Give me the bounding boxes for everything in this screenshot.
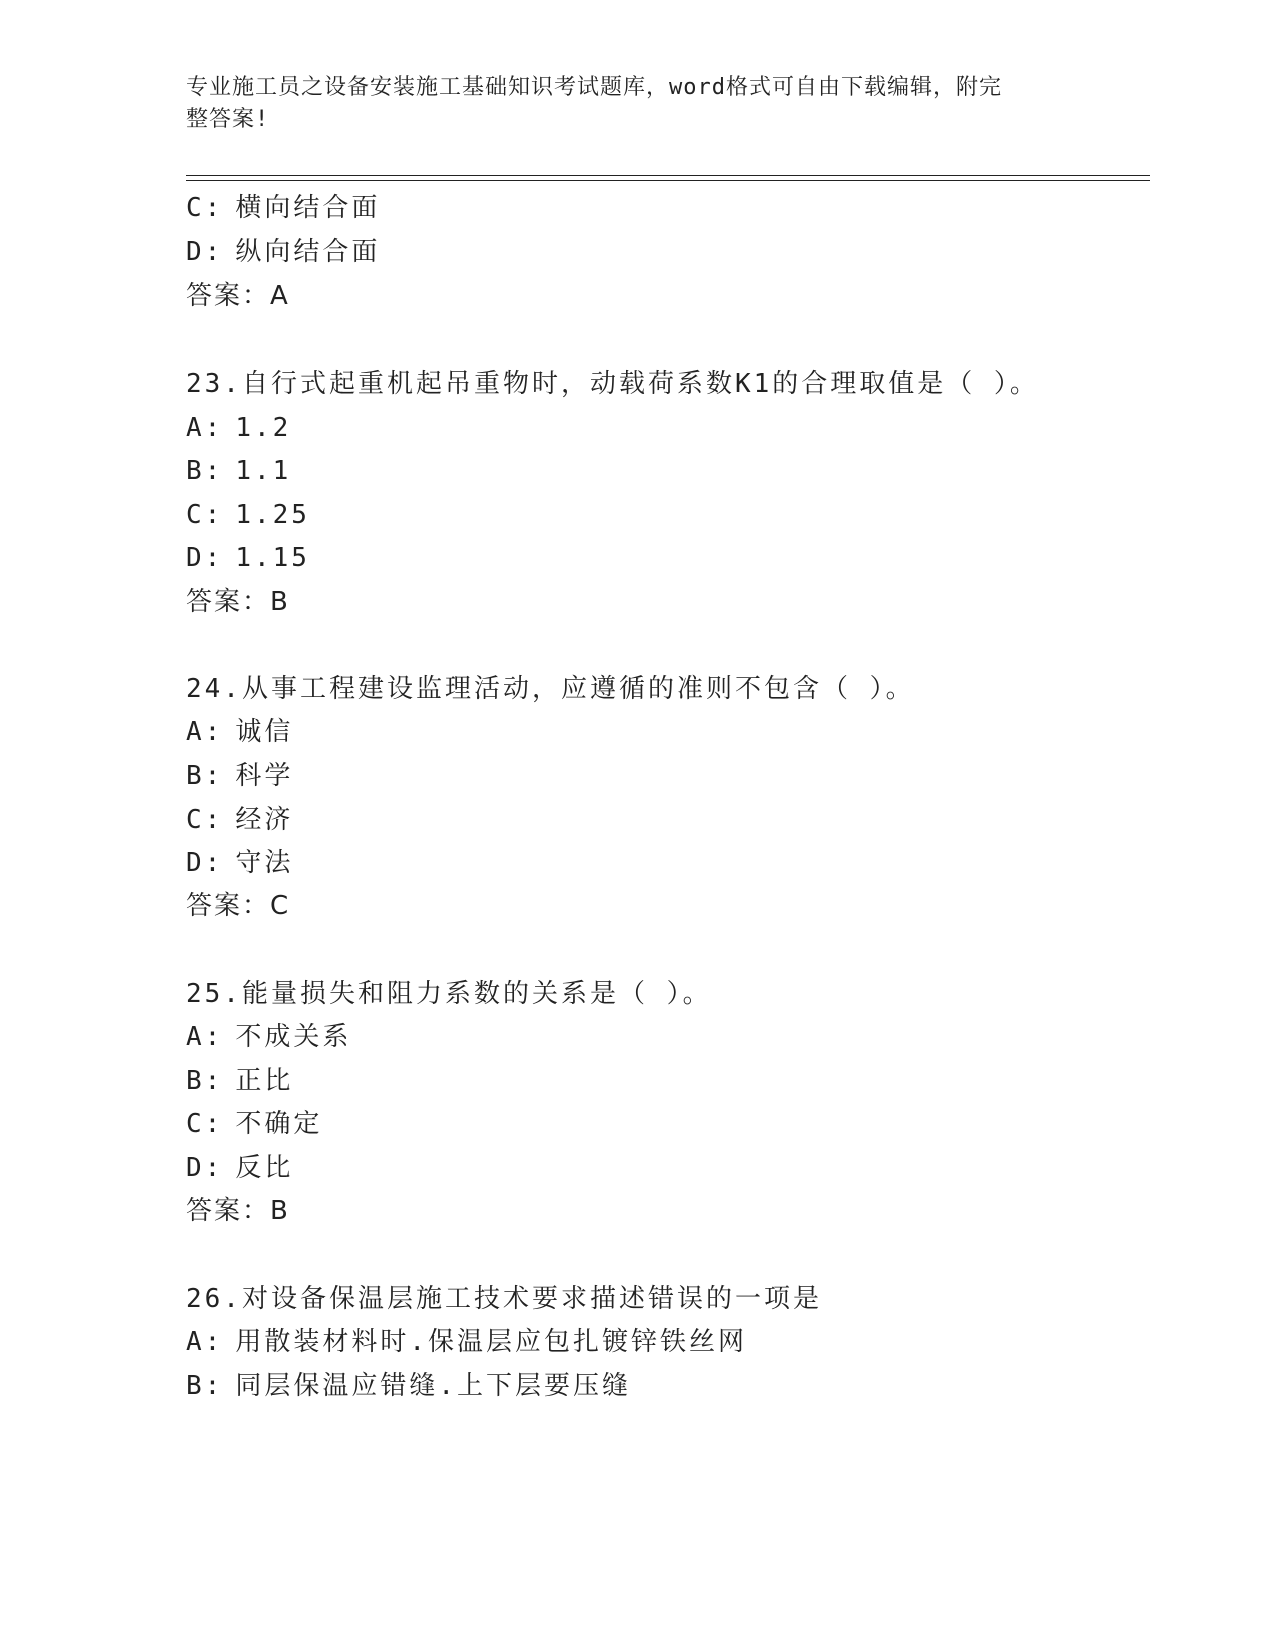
- option-text: 科学: [235, 761, 294, 791]
- q23-option-d: [186, 540, 310, 576]
- option-text: 1.25: [235, 500, 310, 530]
- option-label: D:: [186, 848, 224, 878]
- q23-answer: 答案：B: [186, 587, 290, 617]
- q26-option-b: [186, 1368, 631, 1404]
- option-text: 正比: [235, 1066, 294, 1096]
- option-label: D:: [186, 543, 224, 573]
- q23-option-c: [186, 497, 310, 533]
- q22-option-c: [186, 190, 380, 226]
- option-label: B:: [186, 1371, 224, 1401]
- q23-option-a: [186, 410, 291, 446]
- q25-option-d: [186, 1150, 293, 1186]
- option-label: D:: [186, 237, 224, 267]
- option-text: 诚信: [235, 717, 294, 747]
- option-label: A:: [186, 717, 224, 747]
- q24-question: 24.从事工程建设监理活动，应遵循的准则不包含（ ）。: [186, 674, 915, 704]
- option-text: 守法: [235, 848, 294, 878]
- option-label: A:: [186, 1022, 224, 1052]
- q26-question: 26.对设备保温层施工技术要求描述错误的一项是: [186, 1284, 822, 1314]
- q25-question: 25.能量损失和阻力系数的关系是（ ）。: [186, 979, 712, 1009]
- q22-option-d: [186, 234, 380, 270]
- option-label: B:: [186, 761, 224, 791]
- option-text: 反比: [235, 1153, 294, 1183]
- q24-option-b: [186, 758, 293, 794]
- q24-option-c: [186, 802, 293, 838]
- option-label: C:: [186, 805, 224, 835]
- option-text: 1.2: [235, 413, 292, 443]
- header-title-line-1: 专业施工员之设备安装施工基础知识考试题库，word格式可自由下载编辑，附完: [186, 75, 1002, 100]
- document-header: [186, 72, 1066, 136]
- q25-option-c: [186, 1106, 322, 1142]
- header-title-line-2: 整答案!: [186, 107, 270, 132]
- option-text: 纵向结合面: [235, 237, 381, 267]
- option-text: 用散装材料时.保温层应包扎镀锌铁丝网: [235, 1327, 747, 1357]
- q25-option-b: [186, 1063, 293, 1099]
- option-label: B:: [186, 456, 224, 486]
- option-label: A:: [186, 413, 224, 443]
- q25-answer: 答案：B: [186, 1196, 290, 1226]
- option-text: 1.15: [235, 543, 310, 573]
- option-text: 同层保温应错缝.上下层要压缝: [235, 1371, 631, 1401]
- option-text: 经济: [235, 805, 294, 835]
- q24-option-a: [186, 714, 293, 750]
- option-text: 横向结合面: [235, 193, 381, 223]
- header-divider: [186, 175, 1150, 181]
- option-label: B:: [186, 1066, 224, 1096]
- q22-answer: 答案：A: [186, 281, 290, 311]
- option-text: 不确定: [235, 1109, 323, 1139]
- option-text: 1.1: [235, 456, 292, 486]
- q23-question: 23.自行式起重机起吊重物时，动载荷系数K1的合理取值是（ ）。: [186, 369, 1039, 399]
- option-label: C:: [186, 193, 224, 223]
- q26-option-a: [186, 1324, 747, 1360]
- option-label: D:: [186, 1153, 224, 1183]
- option-label: C:: [186, 500, 224, 530]
- option-label: A:: [186, 1327, 224, 1357]
- option-text: 不成关系: [235, 1022, 352, 1052]
- q23-option-b: [186, 453, 291, 489]
- option-label: C:: [186, 1109, 224, 1139]
- q25-option-a: [186, 1019, 351, 1055]
- q24-option-d: [186, 845, 293, 881]
- q24-answer: 答案：C: [186, 891, 291, 921]
